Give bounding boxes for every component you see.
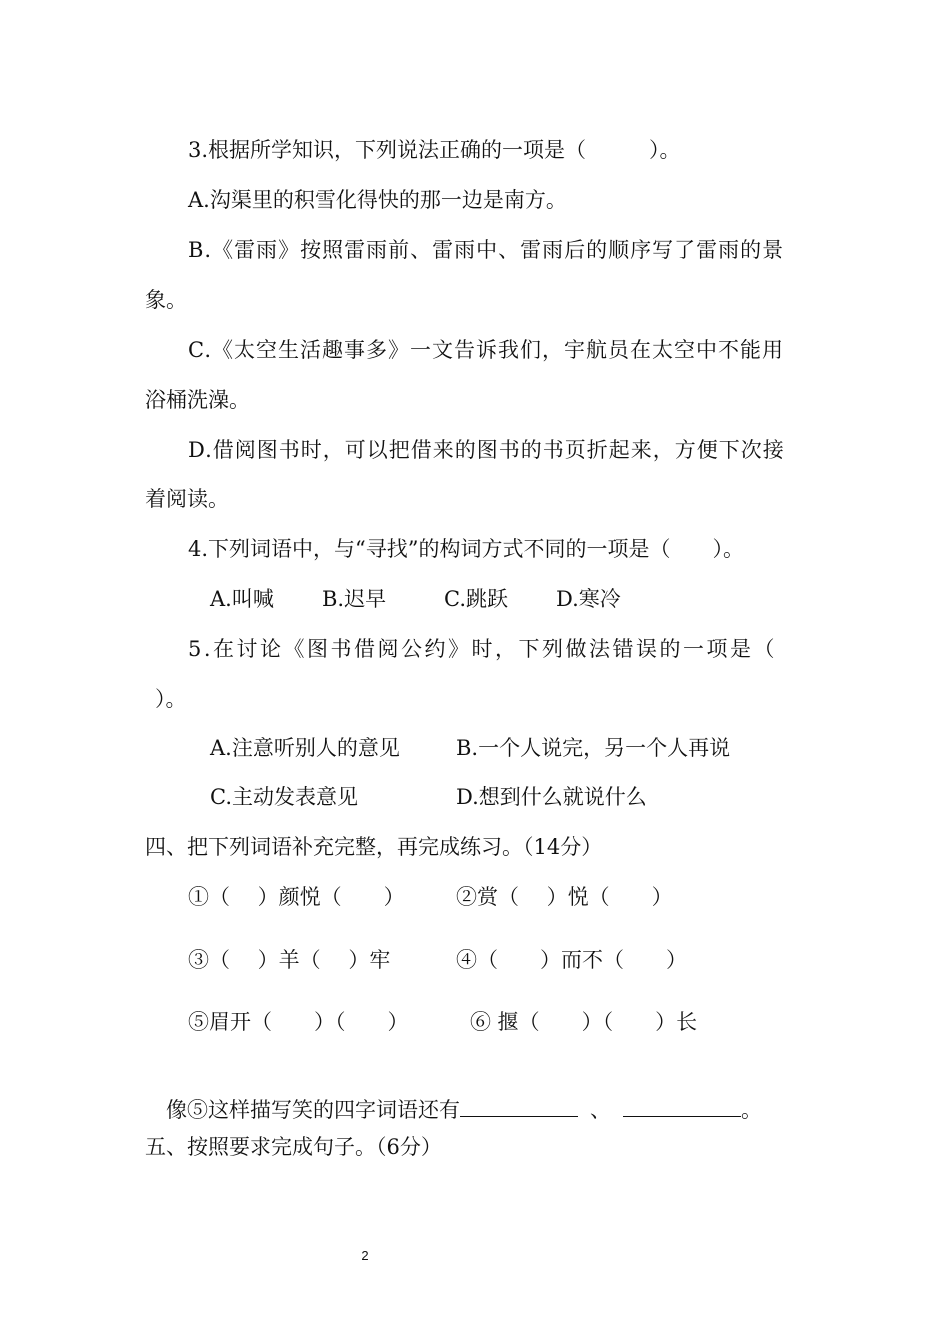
q5-option: C.主动发表意见 <box>210 785 358 809</box>
q5-option: A.注意听别人的意见 <box>210 736 400 760</box>
q4-option: B.迟早 <box>322 587 387 611</box>
q3-option-b-line1: B.《雷雨》按照雷雨前、雷雨中、雷雨后的顺序写了雷雨的景 <box>188 238 785 262</box>
section-5-title: 五、按照要求完成句子。（6分） <box>145 1135 442 1159</box>
q3-stem: 3.根据所学知识，下列说法正确的一项是（ ）。 <box>188 138 681 162</box>
q5-stem-line2: ）。 <box>155 687 187 711</box>
follow-up-question <box>166 1071 762 1123</box>
q5-stem-line1: 5.在讨论《图书借阅公约》时，下列做法错误的一项是（ <box>188 637 778 661</box>
section-4-title: 四、把下列词语补充完整，再完成练习。（14分） <box>145 835 603 859</box>
separator: 、 <box>590 1098 611 1122</box>
q4-option: D.寒冷 <box>556 587 621 611</box>
q3-option-d-line1: D.借阅图书时，可以把借来的图书的书页折起来，方便下次接 <box>188 438 785 462</box>
q3-option-d-line2: 着阅读。 <box>145 487 229 511</box>
answer-blank-2[interactable] <box>623 1098 741 1117</box>
idiom-item: ⑤眉开（ ）（ ） <box>188 1010 409 1034</box>
q3-option-c-line1: C.《太空生活趣事多》一文告诉我们，宇航员在太空中不能用 <box>188 338 784 362</box>
q4-option: A.叫喊 <box>210 587 274 611</box>
answer-blank-1[interactable] <box>460 1098 578 1117</box>
q5-option: D.想到什么就说什么 <box>456 785 647 809</box>
q3-option-a: A.沟渠里的积雪化得快的那一边是南方。 <box>188 188 567 212</box>
q5-option: B.一个人说完，另一个人再说 <box>456 736 731 760</box>
idiom-item: ③（ ）羊（ ）牢 <box>188 948 391 972</box>
q3-option-b-line2: 象。 <box>145 288 187 312</box>
idiom-item: ②赏（ ）悦（ ） <box>456 885 673 909</box>
page-number: 2 <box>361 1248 369 1263</box>
idiom-item: ①（ ）颜悦（ ） <box>188 885 405 909</box>
idiom-item: ④（ ）而不（ ） <box>456 948 687 972</box>
follow-up-prefix: 像⑤这样描写笑的四字词语还有 <box>166 1098 460 1122</box>
q3-option-c-line2: 浴桶洗澡。 <box>145 388 250 412</box>
q4-stem: 4.下列词语中，与“寻找”的构词方式不同的一项是（ ）。 <box>188 537 745 561</box>
period: 。 <box>741 1098 762 1122</box>
idiom-item: ⑥ 揠（ ）（ ）长 <box>470 1010 698 1034</box>
q4-option: C.跳跃 <box>444 587 508 611</box>
